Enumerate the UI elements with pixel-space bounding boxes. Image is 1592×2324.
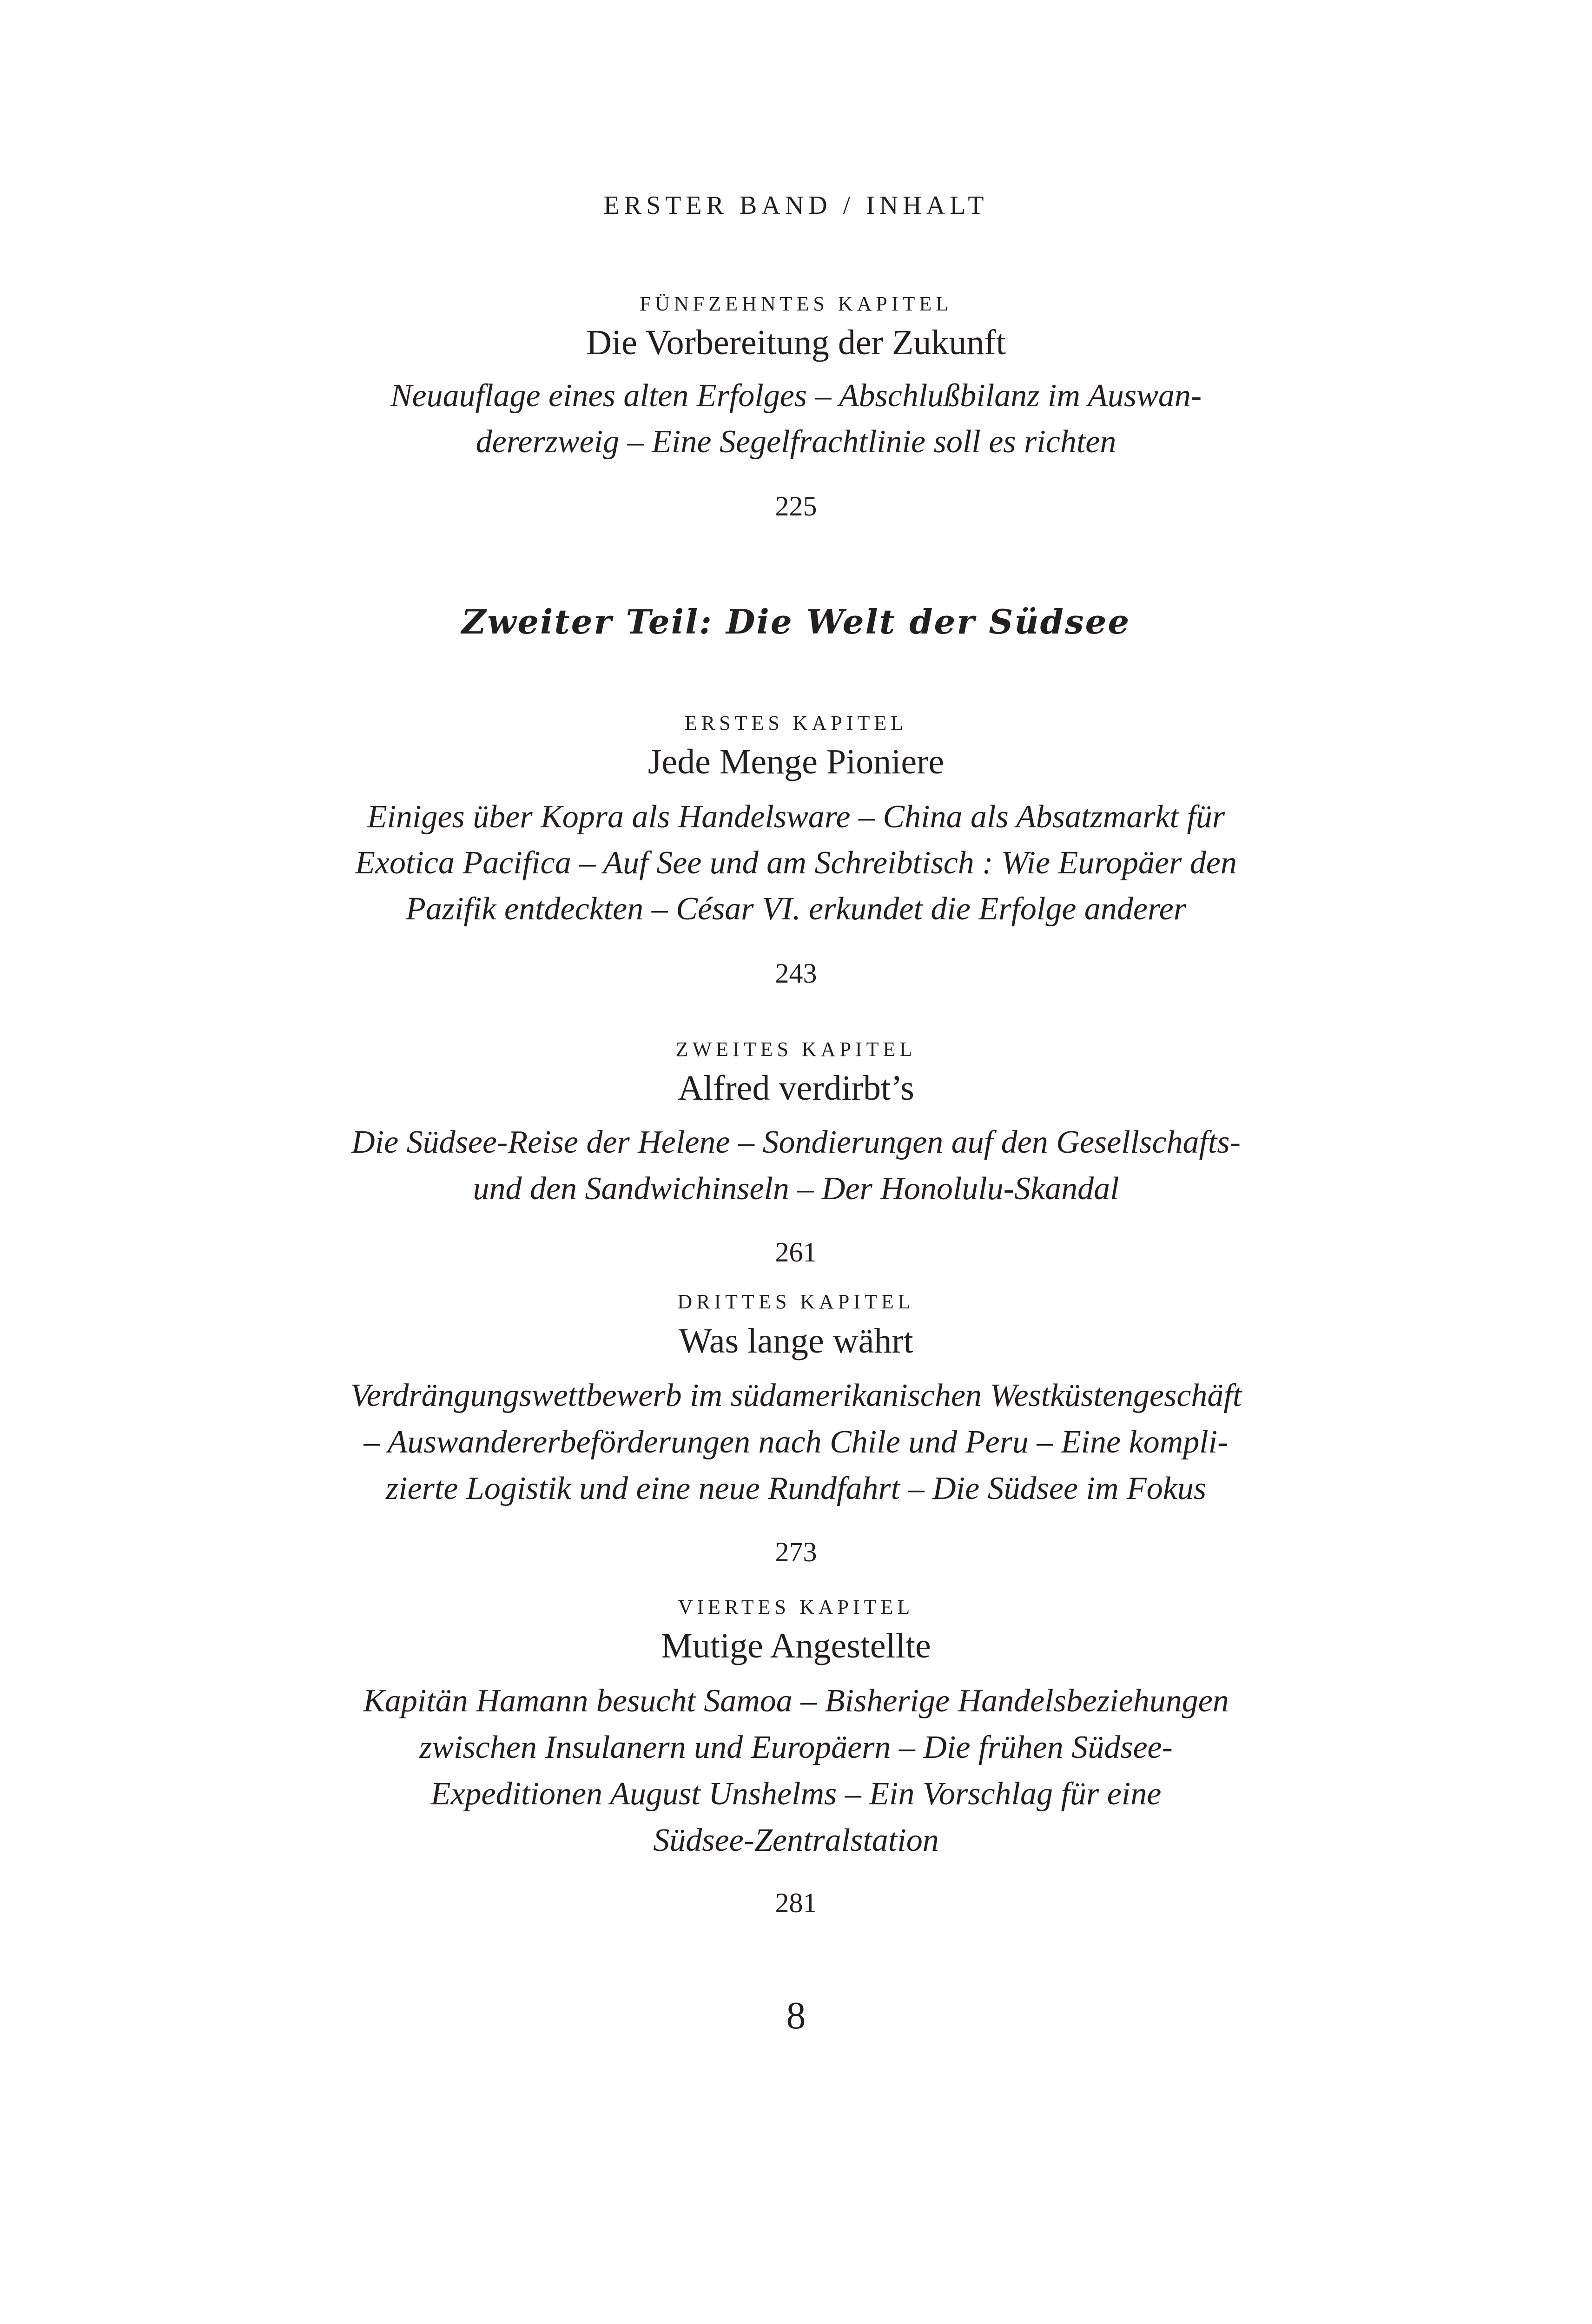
chapter-title: Mutige Angestellte: [661, 1626, 931, 1665]
chapter-kicker: ZWEITES KAPITEL: [675, 1038, 917, 1061]
chapter-kicker: VIERTES KAPITEL: [678, 1596, 914, 1618]
chapter-page-number: 281: [775, 1888, 817, 1918]
chapter-summary-line: Einiges über Kopra als Handelsware – China als Absatzmarkt für: [367, 799, 1225, 835]
chapter-page-number: 273: [775, 1537, 817, 1567]
chapter-summary-line: – Auswandererbeförderungen nach Chile und Peru – Eine kompli-: [363, 1424, 1229, 1460]
chapter-summary-line: Neuauflage eines alten Erfolges – Abschlußbilanz im Auswan-: [390, 378, 1202, 414]
part-title: Zweiter Teil: Die Welt der Südsee: [461, 602, 1131, 641]
chapter-kicker: ERSTES KAPITEL: [684, 712, 908, 734]
chapter-summary-line: Pazifik entdeckten – César VI. erkundet die Erfolge anderer: [406, 891, 1186, 927]
chapter-title: Alfred verdirbt’s: [678, 1069, 914, 1108]
chapter-summary-line: Südsee-Zentralstation: [653, 1822, 939, 1858]
chapter-summary-line: Kapitän Hamann besucht Samoa – Bisherige Handelsbeziehungen: [363, 1683, 1229, 1719]
chapter-page-number: 261: [775, 1237, 817, 1268]
chapter-summary-line: Exotica Pacifica – Auf See und am Schreibtisch : Wie Europäer den: [355, 845, 1237, 881]
chapter-kicker: DRITTES KAPITEL: [677, 1290, 915, 1313]
chapter-page-number: 225: [775, 491, 817, 522]
chapter-summary-line: Die Südsee-Reise der Helene – Sondierungen auf den Gesellschafts-: [351, 1124, 1241, 1160]
chapter-title: Die Vorbereitung der Zukunft: [586, 323, 1006, 362]
chapter-title: Jede Menge Pioniere: [647, 742, 945, 781]
chapter-summary-line: Verdrängungswettbewerb im südamerikanischen Westküstengeschäft: [350, 1378, 1242, 1413]
chapter-summary-line: zwischen Insulanern und Europäern – Die frühen Südsee-: [419, 1730, 1173, 1765]
chapter-kicker: FÜNFZEHNTES KAPITEL: [639, 292, 953, 315]
folio-page-number: 8: [786, 1994, 806, 2037]
chapter-summary-line: und den Sandwichinseln – Der Honolulu-Skandal: [473, 1171, 1119, 1207]
chapter-summary-line: dererzweig – Eine Segelfrachtlinie soll es richten: [476, 424, 1116, 460]
chapter-title: Was lange währt: [679, 1321, 913, 1360]
chapter-summary-line: Expeditionen August Unshelms – Ein Vorschlag für eine: [430, 1776, 1162, 1812]
running-head: ERSTER BAND / INHALT: [603, 191, 989, 220]
chapter-page-number: 243: [775, 958, 817, 989]
chapter-summary-line: zierte Logistik und eine neue Rundfahrt – Die Südsee im Fokus: [385, 1471, 1207, 1506]
